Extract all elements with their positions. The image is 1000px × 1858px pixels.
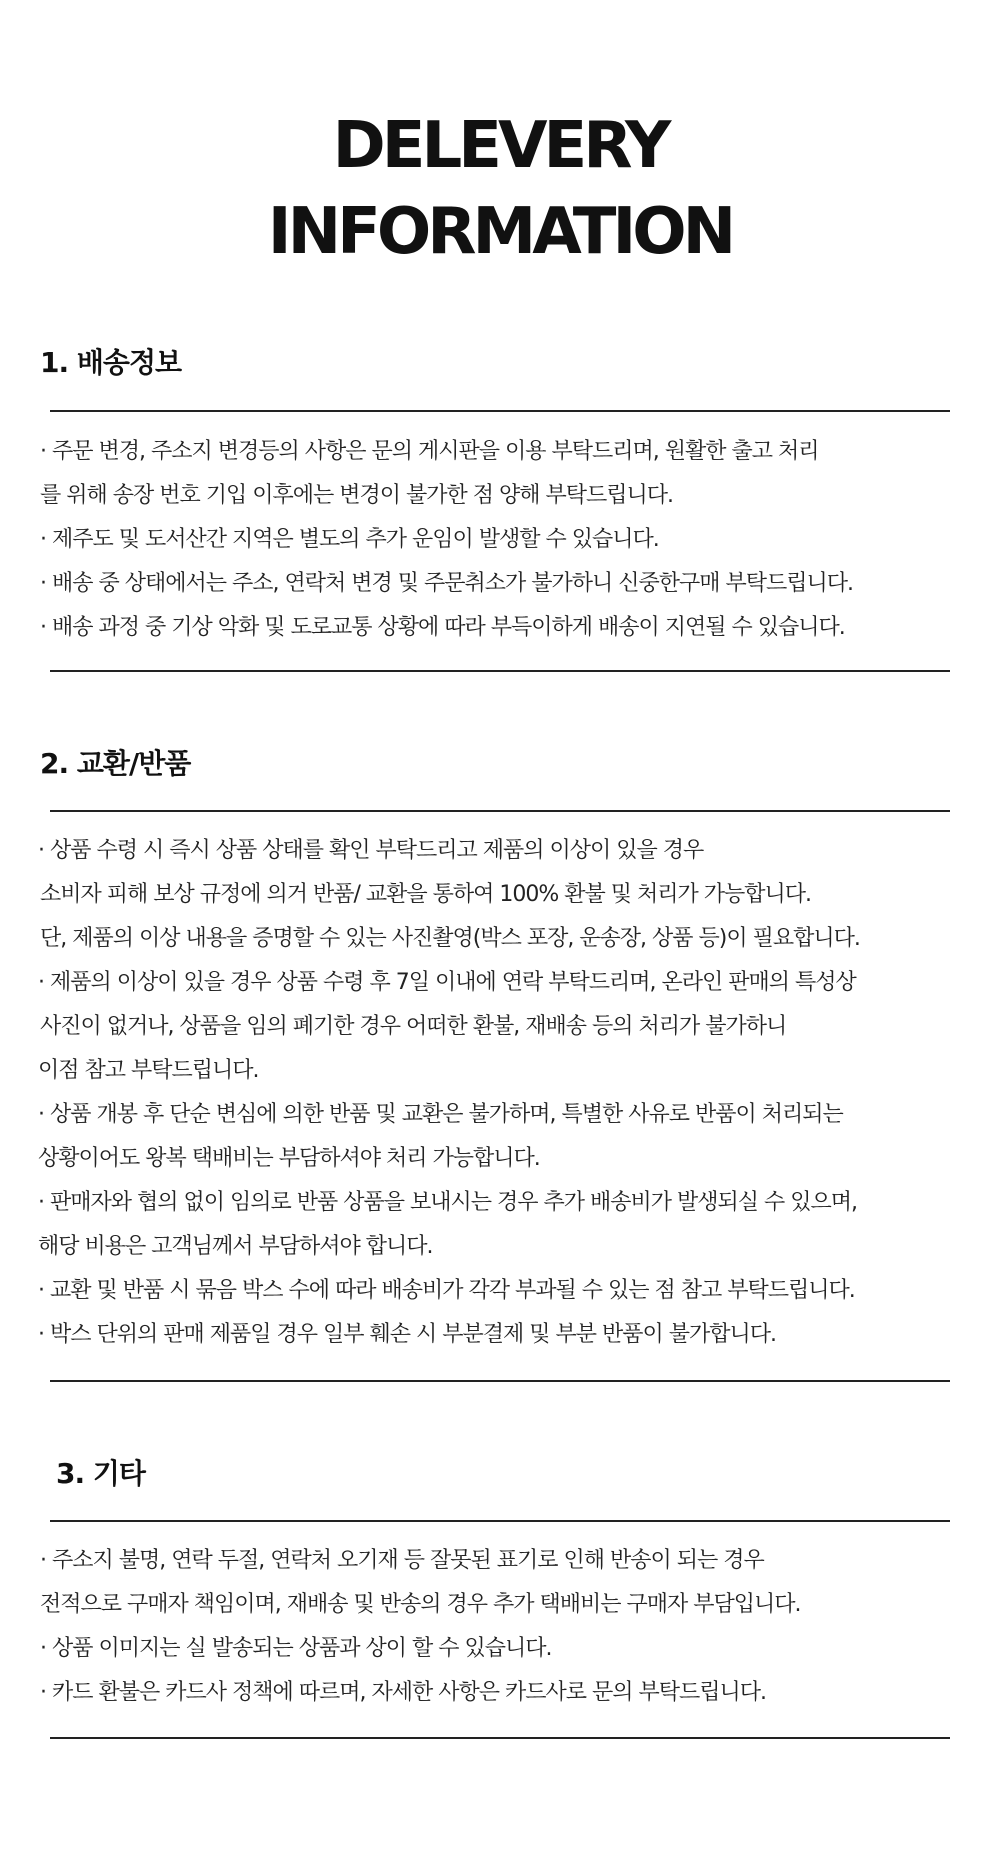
shipping-text-line: · 배송 과정 중 기상 악화 및 도로교통 상황에 따라 부득이하게 배송이 지연될 수 있습니다.: [40, 615, 845, 640]
exchange-text-line: 상황이어도 왕복 택배비는 부담하셔야 처리 가능합니다.: [38, 1146, 540, 1171]
exchange-text-line: · 상품 수령 시 즉시 상품 상태를 확인 부탁드리고 제품의 이상이 있을 경우: [38, 838, 704, 863]
exchange-text-line: · 판매자와 협의 없이 임의로 반품 상품을 보내시는 경우 추가 배송비가 발생되실 수 있으며,: [38, 1190, 857, 1215]
exchange-text-line: 이점 참고 부탁드립니다.: [38, 1058, 259, 1083]
exchange-text-line: · 교환 및 반품 시 묶음 박스 수에 따라 배송비가 각각 부과될 수 있는 점 참고 부탁드립니다.: [38, 1278, 855, 1303]
divider: [50, 410, 950, 412]
exchange-text-line: · 박스 단위의 판매 제품일 경우 일부 훼손 시 부분결제 및 부분 반품이 불가합니다.: [38, 1322, 776, 1347]
page-title-line-1: DELEVERY: [332, 109, 668, 183]
shipping-text-line: · 주문 변경, 주소지 변경등의 사항은 문의 게시판을 이용 부탁드리며, 원활한 출고 처리: [40, 439, 819, 464]
divider: [50, 670, 950, 672]
divider: [50, 810, 950, 812]
exchange-text-line: 해당 비용은 고객님께서 부담하셔야 합니다.: [38, 1234, 433, 1259]
divider: [50, 1520, 950, 1522]
section-heading-shipping: 1. 배송정보: [40, 346, 182, 379]
other-text-line: · 상품 이미지는 실 발송되는 상품과 상이 할 수 있습니다.: [40, 1636, 552, 1661]
shipping-text-line: · 제주도 및 도서산간 지역은 별도의 추가 운임이 발생할 수 있습니다.: [40, 527, 659, 552]
section-heading-exchange-return: 2. 교환/반품: [40, 747, 191, 780]
other-text-line: 전적으로 구매자 책임이며, 재배송 및 반송의 경우 추가 택배비는 구매자 부담입니다.: [40, 1592, 801, 1617]
exchange-text-line: 소비자 피해 보상 규정에 의거 반품/ 교환을 통하여 100% 환불 및 처리가 가능합니다.: [40, 882, 812, 907]
exchange-text-line: · 상품 개봉 후 단순 변심에 의한 반품 및 교환은 불가하며, 특별한 사유로 반품이 처리되는: [38, 1102, 843, 1127]
other-text-line: · 주소지 불명, 연락 두절, 연락처 오기재 등 잘못된 표기로 인해 반송이 되는 경우: [40, 1548, 764, 1573]
page-title-line-2: INFORMATION: [267, 195, 733, 269]
shipping-text-line: 를 위해 송장 번호 기입 이후에는 변경이 불가한 점 양해 부탁드립니다.: [40, 483, 673, 508]
divider: [50, 1380, 950, 1382]
section-heading-other: 3. 기타: [56, 1457, 145, 1490]
other-text-line: · 카드 환불은 카드사 정책에 따르며, 자세한 사항은 카드사로 문의 부탁드립니다.: [40, 1680, 766, 1705]
exchange-text-line: 단, 제품의 이상 내용을 증명할 수 있는 사진촬영(박스 포장, 운송장, 상품 등)이 필요합니다.: [40, 926, 860, 951]
divider: [50, 1737, 950, 1739]
exchange-text-line: 사진이 없거나, 상품을 임의 폐기한 경우 어떠한 환불, 재배송 등의 처리가 불가하니: [40, 1014, 787, 1039]
shipping-text-line: · 배송 중 상태에서는 주소, 연락처 변경 및 주문취소가 불가하니 신중한구매 부탁드립니다.: [40, 571, 853, 596]
exchange-text-line: · 제품의 이상이 있을 경우 상품 수령 후 7일 이내에 연락 부탁드리며, 온라인 판매의 특성상: [38, 970, 856, 995]
